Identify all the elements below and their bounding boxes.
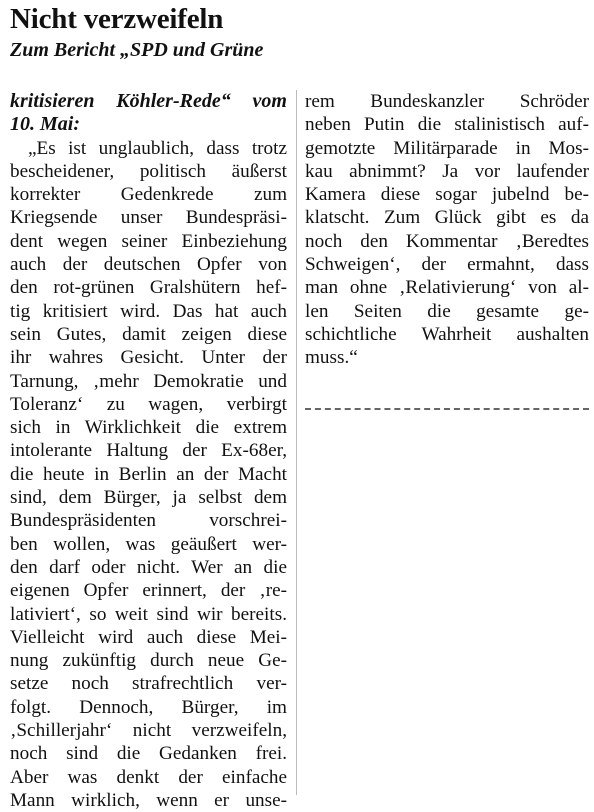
body-line: Schweigen‘, der ermahnt, dass [305,254,589,276]
body-line: Tarnung, ‚mehr Demokratie und [10,370,287,392]
body-line: „Es ist unglaublich, dass trotz [28,137,287,159]
body-line: nung zukünftig durch neue Ge- [10,650,287,672]
body-line: noch sind die Gedanken frei. [10,743,287,765]
body-line: Aber was denkt der einfache [10,766,287,788]
body-line: ihr wahres Gesicht. Unter der [10,347,287,369]
body-line: die heute in Berlin an der Macht [10,463,287,485]
column-divider [296,90,297,795]
body-line: ‚Schillerjahr‘ nicht verzweifeln, [10,720,287,742]
body-line: auch der deutschen Opfer von [10,254,287,276]
body-line: korrekter Gedenkrede zum [10,184,287,206]
body-line: Kamera diese sogar jubelnd be- [305,184,589,206]
body-line: kau abnimmt? Ja vor laufender [305,160,589,182]
lead-line: kritisieren Köhler-Rede“ vom [10,90,287,112]
body-line: neben Putin die stalinistisch auf- [305,114,589,136]
body-line: ben wollen, was geäußert wer- [10,533,287,555]
body-line: sein Gutes, damit zeigen diese [10,323,287,345]
left-text-column [10,90,287,812]
article-headline: Nicht verzweifeln [10,3,224,35]
body-line: len Seiten die gesamte ge- [305,300,589,322]
body-line: noch den Kommentar ‚Beredtes [305,230,589,252]
lead-line: 10. Mai: [10,113,80,136]
body-line: sind, dem Bürger, ja selbst dem [10,487,287,509]
body-line: schichtliche Wahrheit aushalten [305,323,589,345]
body-line: den darf oder nicht. Wer an die [10,556,287,578]
body-line: den rot-grünen Gralshütern hef- [10,277,287,299]
body-line: gemotzte Militärparade in Mos- [305,137,589,159]
body-line: muss.“ [305,347,358,369]
body-line: Kriegsende unser Bundespräsi- [10,207,287,229]
body-line: Mann wirklich, wenn er unse- [10,789,287,811]
body-line: klatscht. Zum Glück gibt es da [305,207,589,229]
body-line: Vielleicht wird auch diese Mei- [10,626,287,648]
body-line: bescheidener, politisch äußerst [10,160,287,182]
body-line: sich in Wirklichkeit die extrem [10,417,287,439]
body-line: man ohne ‚Relativierung‘ von al- [305,277,589,299]
body-line: folgt. Dennoch, Bürger, im [10,696,287,718]
body-line: rem Bundeskanzler Schröder [305,91,589,112]
body-line: tig kritisiert wird. Das hat auch [10,300,287,322]
body-line: Toleranz‘ zu wagen, verbirgt [10,393,287,415]
article-subhead: Zum Bericht „SPD und Grüne [10,39,264,61]
body-line: Bundespräsidenten vorschrei- [10,510,287,532]
body-line: eigenen Opfer erinnert, der ‚re- [10,580,287,602]
right-text-column [305,90,589,370]
body-line: setze noch strafrechtlich ver- [10,673,287,695]
body-line: intolerante Haltung der Ex-68er, [10,440,287,462]
body-line: dent wegen seiner Einbeziehung [10,230,287,252]
article-end-rule [305,408,589,410]
body-line: lativiert‘, so weit sind wir bereits. [10,603,287,625]
